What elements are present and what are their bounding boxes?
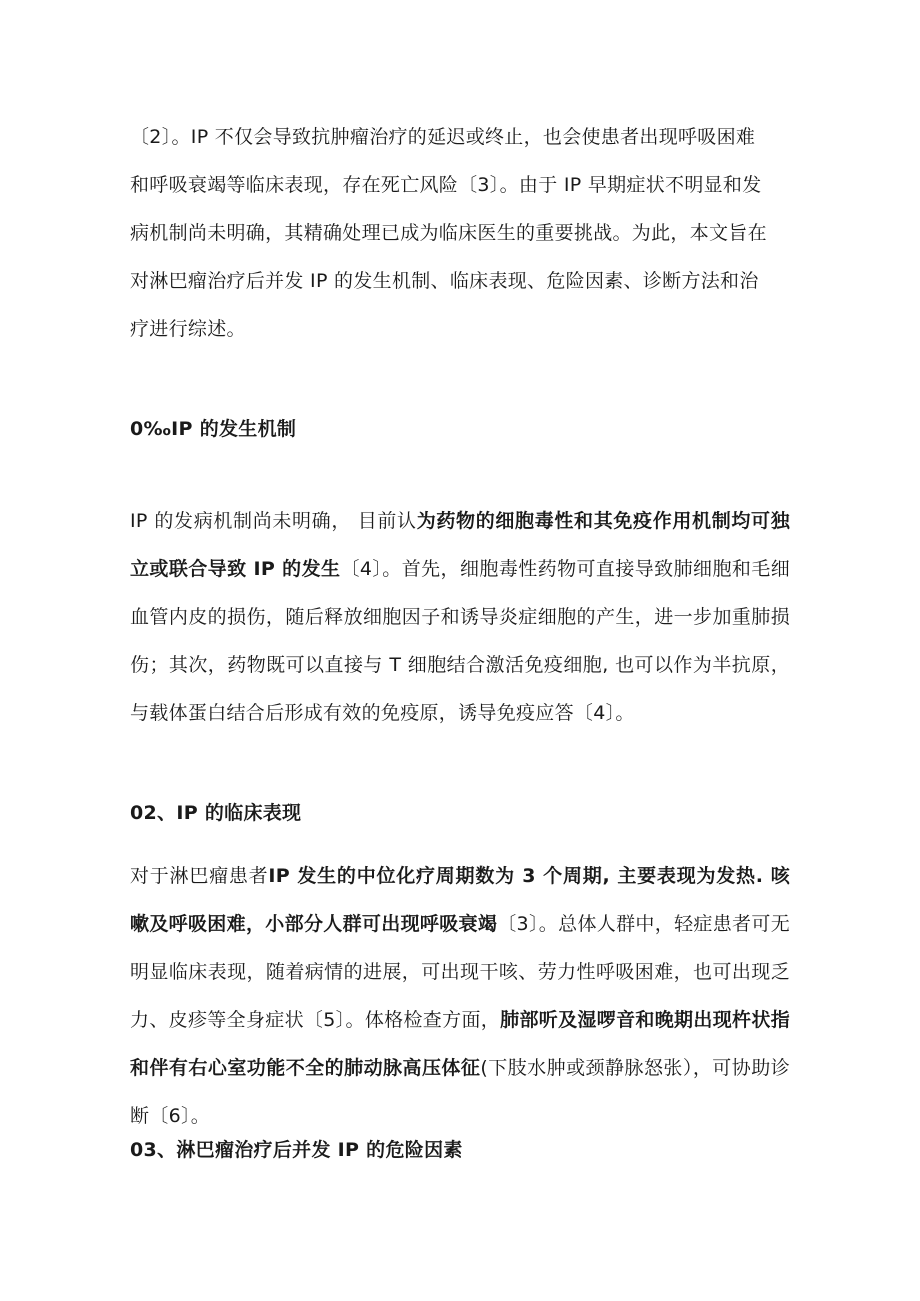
intro-line: 和呼吸衰竭等临床表现，存在死亡风险〔3〕。由于 IP 早期症状不明显和发 [130, 174, 762, 196]
mechanism-paragraph [130, 497, 790, 737]
clinical-paragraph [130, 852, 790, 1140]
section-heading-mechanism: 0‰IP 的发生机制 [130, 418, 297, 440]
section-heading-risk-factors: 03、淋巴瘤治疗后并发 IP 的危险因素 [130, 1139, 463, 1161]
mechanism-emphasis: 为药物的细胞毒性和其免疫作用机制均可独立或联合导致 IP 的发生 [130, 510, 790, 580]
intro-line: 疗进行综述。 [130, 318, 246, 340]
section-heading-clinical: 02、IP 的临床表现 [130, 802, 302, 824]
clinical-emphasis: IP 发生的中位化疗周期数为 3 个周期, 主要表现为发热. 咳嗽及呼吸困难，小部分人群可出现呼吸衰竭 [130, 865, 790, 935]
intro-line: 对淋巴瘤治疗后并发 IP 的发生机制、临床表现、危险因素、诊断方法和治 [130, 270, 759, 292]
clinical-emphasis-signs: 肺部听及湿啰音和晚期出现杵状指和伴有右心室功能不全的肺动脉高压体征 [130, 1009, 790, 1079]
intro-paragraph [130, 113, 790, 353]
mechanism-text: IP 的发病机制尚未明确， 目前认 [130, 510, 417, 532]
clinical-text-end: (下肢水肿或颈静脉怒张），可协助诊断〔6〕。 [130, 1057, 790, 1127]
intro-line: 病机制尚未明确，其精确处理已成为临床医生的重要挑战。为此，本文旨在 [130, 222, 767, 244]
clinical-text: 对于淋巴瘤患者 [130, 865, 269, 887]
intro-line: 〔2〕。IP 不仅会导致抗肿瘤治疗的延迟或终止，也会使患者出现呼吸困难 [130, 126, 756, 148]
mechanism-text-continued: 〔4〕。首先，细胞毒性药物可直接导致肺细胞和毛细血管内皮的损伤，随后释放细胞因子和诱导炎症细胞的产生，进一步加重肺损伤；其次，药物既可以直接与 T 细胞结合激活免疫细胞, 也可以作为半抗原，与载体蛋白结合后形成有效的免疫原，诱导免疫应答〔4〕。 [130, 558, 791, 724]
clinical-text-continued: 〔3〕。总体人群中，轻症患者可无明显临床表现，随着病情的进展，可出现干咳、劳力性呼吸困难，也可出现乏力、皮疹等全身症状〔5〕。体格检查方面， [130, 913, 791, 1031]
